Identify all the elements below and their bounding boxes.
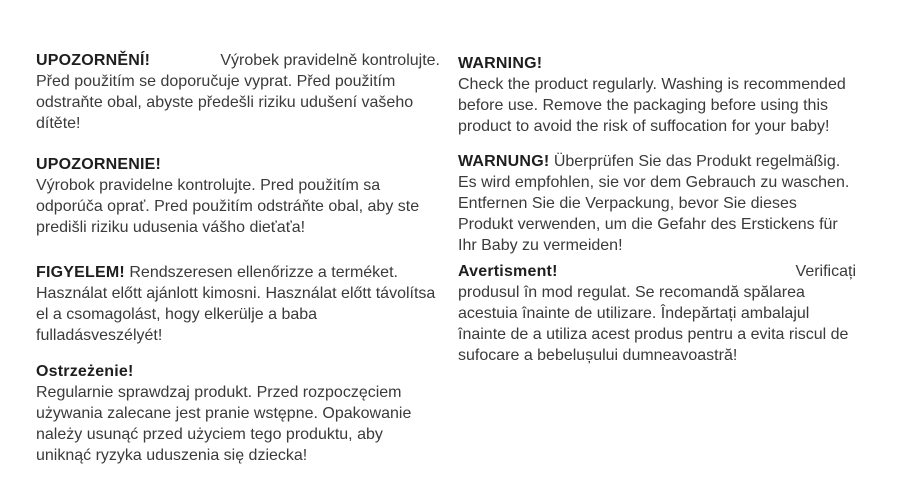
warning-heading-german: WARNUNG! xyxy=(458,153,550,170)
warning-body-slovak: Výrobok pravidelne kontrolujte. Pred použitím sa odporúča oprať. Pred použitím odstráňte obal, aby ste predišli riziku udusenia vášho dieťaťa! xyxy=(36,177,420,236)
warning-body-text-hungarian: Rendszeresen ellenőrizze a terméket. Használat előtt ajánlott kimosni. Használat előtt távolítsa el a csomagolást, hogy elkerülje a baba fulladásveszélyét! xyxy=(36,264,436,344)
warning-body-romanian: produsul în mod regulat. Se recomandă spălarea acestuia înainte de utilizare. Îndepărtați ambalajul înainte de a utiliza acest produs pentru a evita riscul de sufocare a bebelușului dumneavoastră! xyxy=(458,284,849,364)
warning-body-german xyxy=(458,151,856,256)
warning-heading-slovak: UPOZORNENIE! xyxy=(36,156,162,173)
warning-body-polish: Regularnie sprawdzaj produkt. Przed rozpoczęciem używania zalecane jest pranie wstępne. Opakowanie należy usunąć przed użyciem tego produktu, aby uniknąć ryzyka uduszenia się dziecka! xyxy=(36,384,412,464)
warning-heading-line-czech xyxy=(36,50,440,71)
warning-body-czech: Před použitím se doporučuje vyprat. Před použitím odstraňte obal, abyste předešli riziku udušení vašeho dítěte! xyxy=(36,73,414,132)
warning-block-german xyxy=(458,151,856,256)
warning-heading-czech: UPOZORNĚNÍ! xyxy=(36,52,151,69)
warning-heading-polish: Ostrzeżenie! xyxy=(36,363,134,380)
warning-block-hungarian xyxy=(36,262,440,346)
warning-block-polish xyxy=(36,361,440,466)
warning-first-line-text-czech: Výrobek pravidelně kontrolujte. xyxy=(220,52,440,69)
warning-body-text-german: Überprüfen Sie das Produkt regelmäßig. Es wird empfohlen, sie vor dem Gebrauch zu waschen. Entfernen Sie die Verpackung, bevor Sie dieses Produkt verwenden, um die Gefahr des Erstickens für Ihr Baby zu vermeiden! xyxy=(458,153,850,254)
warning-first-line-text-romanian: Verificați xyxy=(795,263,856,280)
warning-body-english: Check the product regularly. Washing is recommended before use. Remove the packaging before using this product to avoid the risk of suffocation for your baby! xyxy=(458,76,846,135)
warning-heading-romanian: Avertisment! xyxy=(458,263,558,280)
warning-block-slovak xyxy=(36,154,440,238)
warning-heading-english: WARNING! xyxy=(458,55,543,72)
warning-heading-hungarian: FIGYELEM! xyxy=(36,264,125,281)
warning-heading-line-romanian xyxy=(458,261,856,282)
warning-block-romanian xyxy=(458,261,856,366)
warning-block-czech xyxy=(36,50,440,134)
warning-block-english xyxy=(458,53,856,137)
warning-body-hungarian xyxy=(36,262,440,346)
